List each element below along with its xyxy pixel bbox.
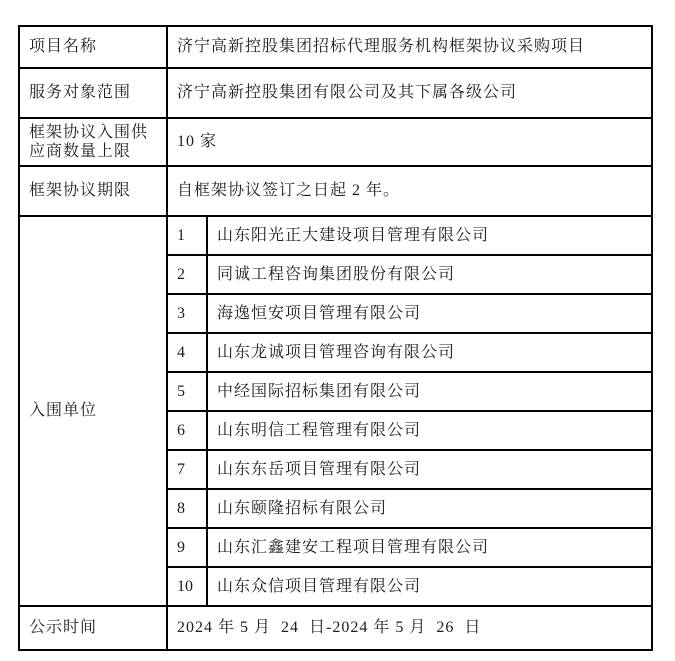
entry-company-name: 山东明信工程管理有限公司 [207, 411, 652, 450]
agreement-term-label: 框架协议期限 [19, 166, 167, 216]
entry-number: 6 [167, 411, 207, 450]
entry-number: 1 [167, 216, 207, 255]
entry-number: 5 [167, 372, 207, 411]
agreement-term-value: 自框架协议签订之日起 2 年。 [167, 166, 652, 216]
entry-company-name: 山东龙诚项目管理咨询有限公司 [207, 333, 652, 372]
publicity-period-value: 2024 年 5 月 24 日-2024 年 5 月 26 日 [167, 606, 652, 650]
table-row-shortlist-entry [19, 216, 652, 255]
table-row-project-name [19, 26, 652, 68]
table-row-publicity-period [19, 606, 652, 650]
service-scope-value: 济宁高新控股集团有限公司及其下属各级公司 [167, 68, 652, 118]
publicity-period-label: 公示时间 [19, 606, 167, 650]
entry-number: 7 [167, 450, 207, 489]
table-row-agreement-term [19, 166, 652, 216]
entry-number: 8 [167, 489, 207, 528]
shortlist-label: 入围单位 [19, 216, 167, 606]
service-scope-label: 服务对象范围 [19, 68, 167, 118]
entry-company-name: 中经国际招标集团有限公司 [207, 372, 652, 411]
supplier-limit-value: 10 家 [167, 118, 652, 166]
entry-company-name: 山东颐隆招标有限公司 [207, 489, 652, 528]
procurement-notice-table [18, 25, 653, 651]
entry-number: 10 [167, 567, 207, 606]
entry-company-name: 山东汇鑫建安工程项目管理有限公司 [207, 528, 652, 567]
entry-number: 3 [167, 294, 207, 333]
table-row-service-scope [19, 68, 652, 118]
project-name-label: 项目名称 [19, 26, 167, 68]
entry-number: 2 [167, 255, 207, 294]
entry-company-name: 山东阳光正大建设项目管理有限公司 [207, 216, 652, 255]
supplier-limit-label: 框架协议入围供应商数量上限 [19, 118, 167, 166]
entry-company-name: 同诚工程咨询集团股份有限公司 [207, 255, 652, 294]
entry-company-name: 山东众信项目管理有限公司 [207, 567, 652, 606]
entry-company-name: 海逸恒安项目管理有限公司 [207, 294, 652, 333]
project-name-value: 济宁高新控股集团招标代理服务机构框架协议采购项目 [167, 26, 652, 68]
table-row-supplier-limit [19, 118, 652, 166]
entry-number: 9 [167, 528, 207, 567]
entry-company-name: 山东东岳项目管理有限公司 [207, 450, 652, 489]
entry-number: 4 [167, 333, 207, 372]
